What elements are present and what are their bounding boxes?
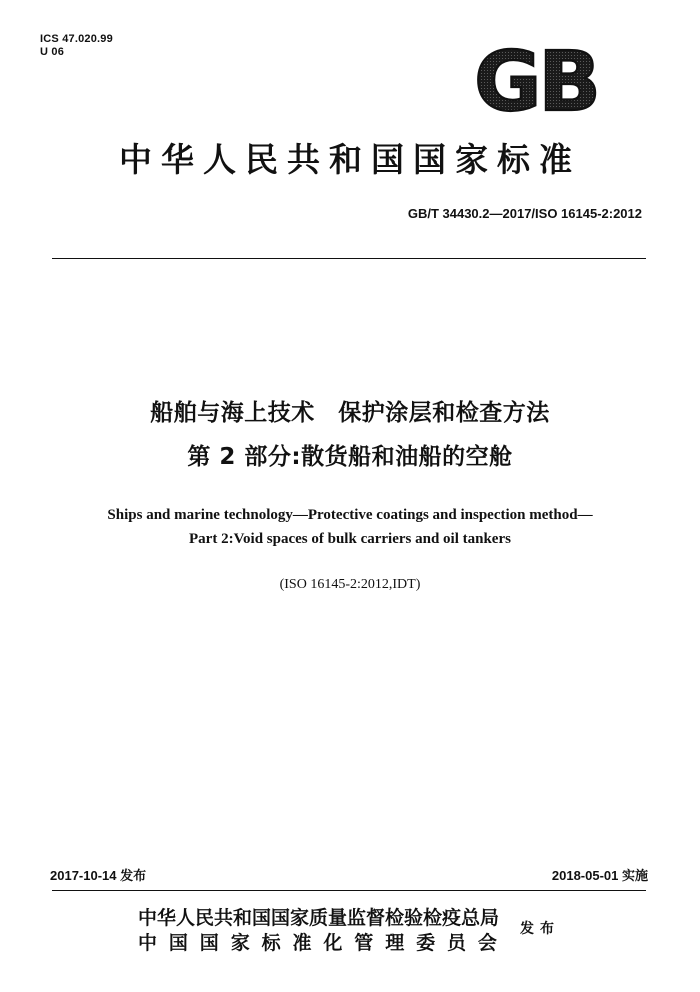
implementation-date: 2018-05-01 实施 <box>551 868 648 883</box>
ccs-code: U 06 <box>40 46 65 58</box>
standard-code: GB/T 34430.2—2017/ISO 16145-2:2012 <box>407 206 642 221</box>
issuer-aqsiq: 中华人民共和国国家质量监督检验检疫总局 <box>138 907 500 929</box>
iso-reference: (ISO 16145-2:2012,IDT) <box>279 577 421 592</box>
english-title-line-2: Part 2:Void spaces of bulk carriers and oil tankers <box>189 531 511 547</box>
issuing-authorities <box>138 906 509 956</box>
bottom-divider <box>52 890 646 891</box>
chinese-title-line-1: 船舶与海上技术 保护涂层和检查方法 <box>150 400 550 426</box>
gb-logo <box>462 42 610 122</box>
issue-date: 2017-10-14 发布 <box>50 868 147 883</box>
english-title-line-1: Ships and marine technology—Protective coatings and inspection method— <box>107 507 593 523</box>
standard-type-title: 中华人民共和国国家标准 <box>119 140 581 179</box>
issuer-sac: 中国国家标准化管理委员会 <box>138 932 509 954</box>
ics-code: ICS 47.020.99 <box>40 33 113 45</box>
top-divider <box>52 258 646 259</box>
classification-codes <box>40 33 113 59</box>
gb-logo-icon <box>462 42 610 122</box>
chinese-title-line-2: 第 2 部分:散货船和油船的空舱 <box>187 444 513 470</box>
gb-logo-text: GB <box>474 42 598 122</box>
publish-label: 发布 <box>520 921 560 937</box>
